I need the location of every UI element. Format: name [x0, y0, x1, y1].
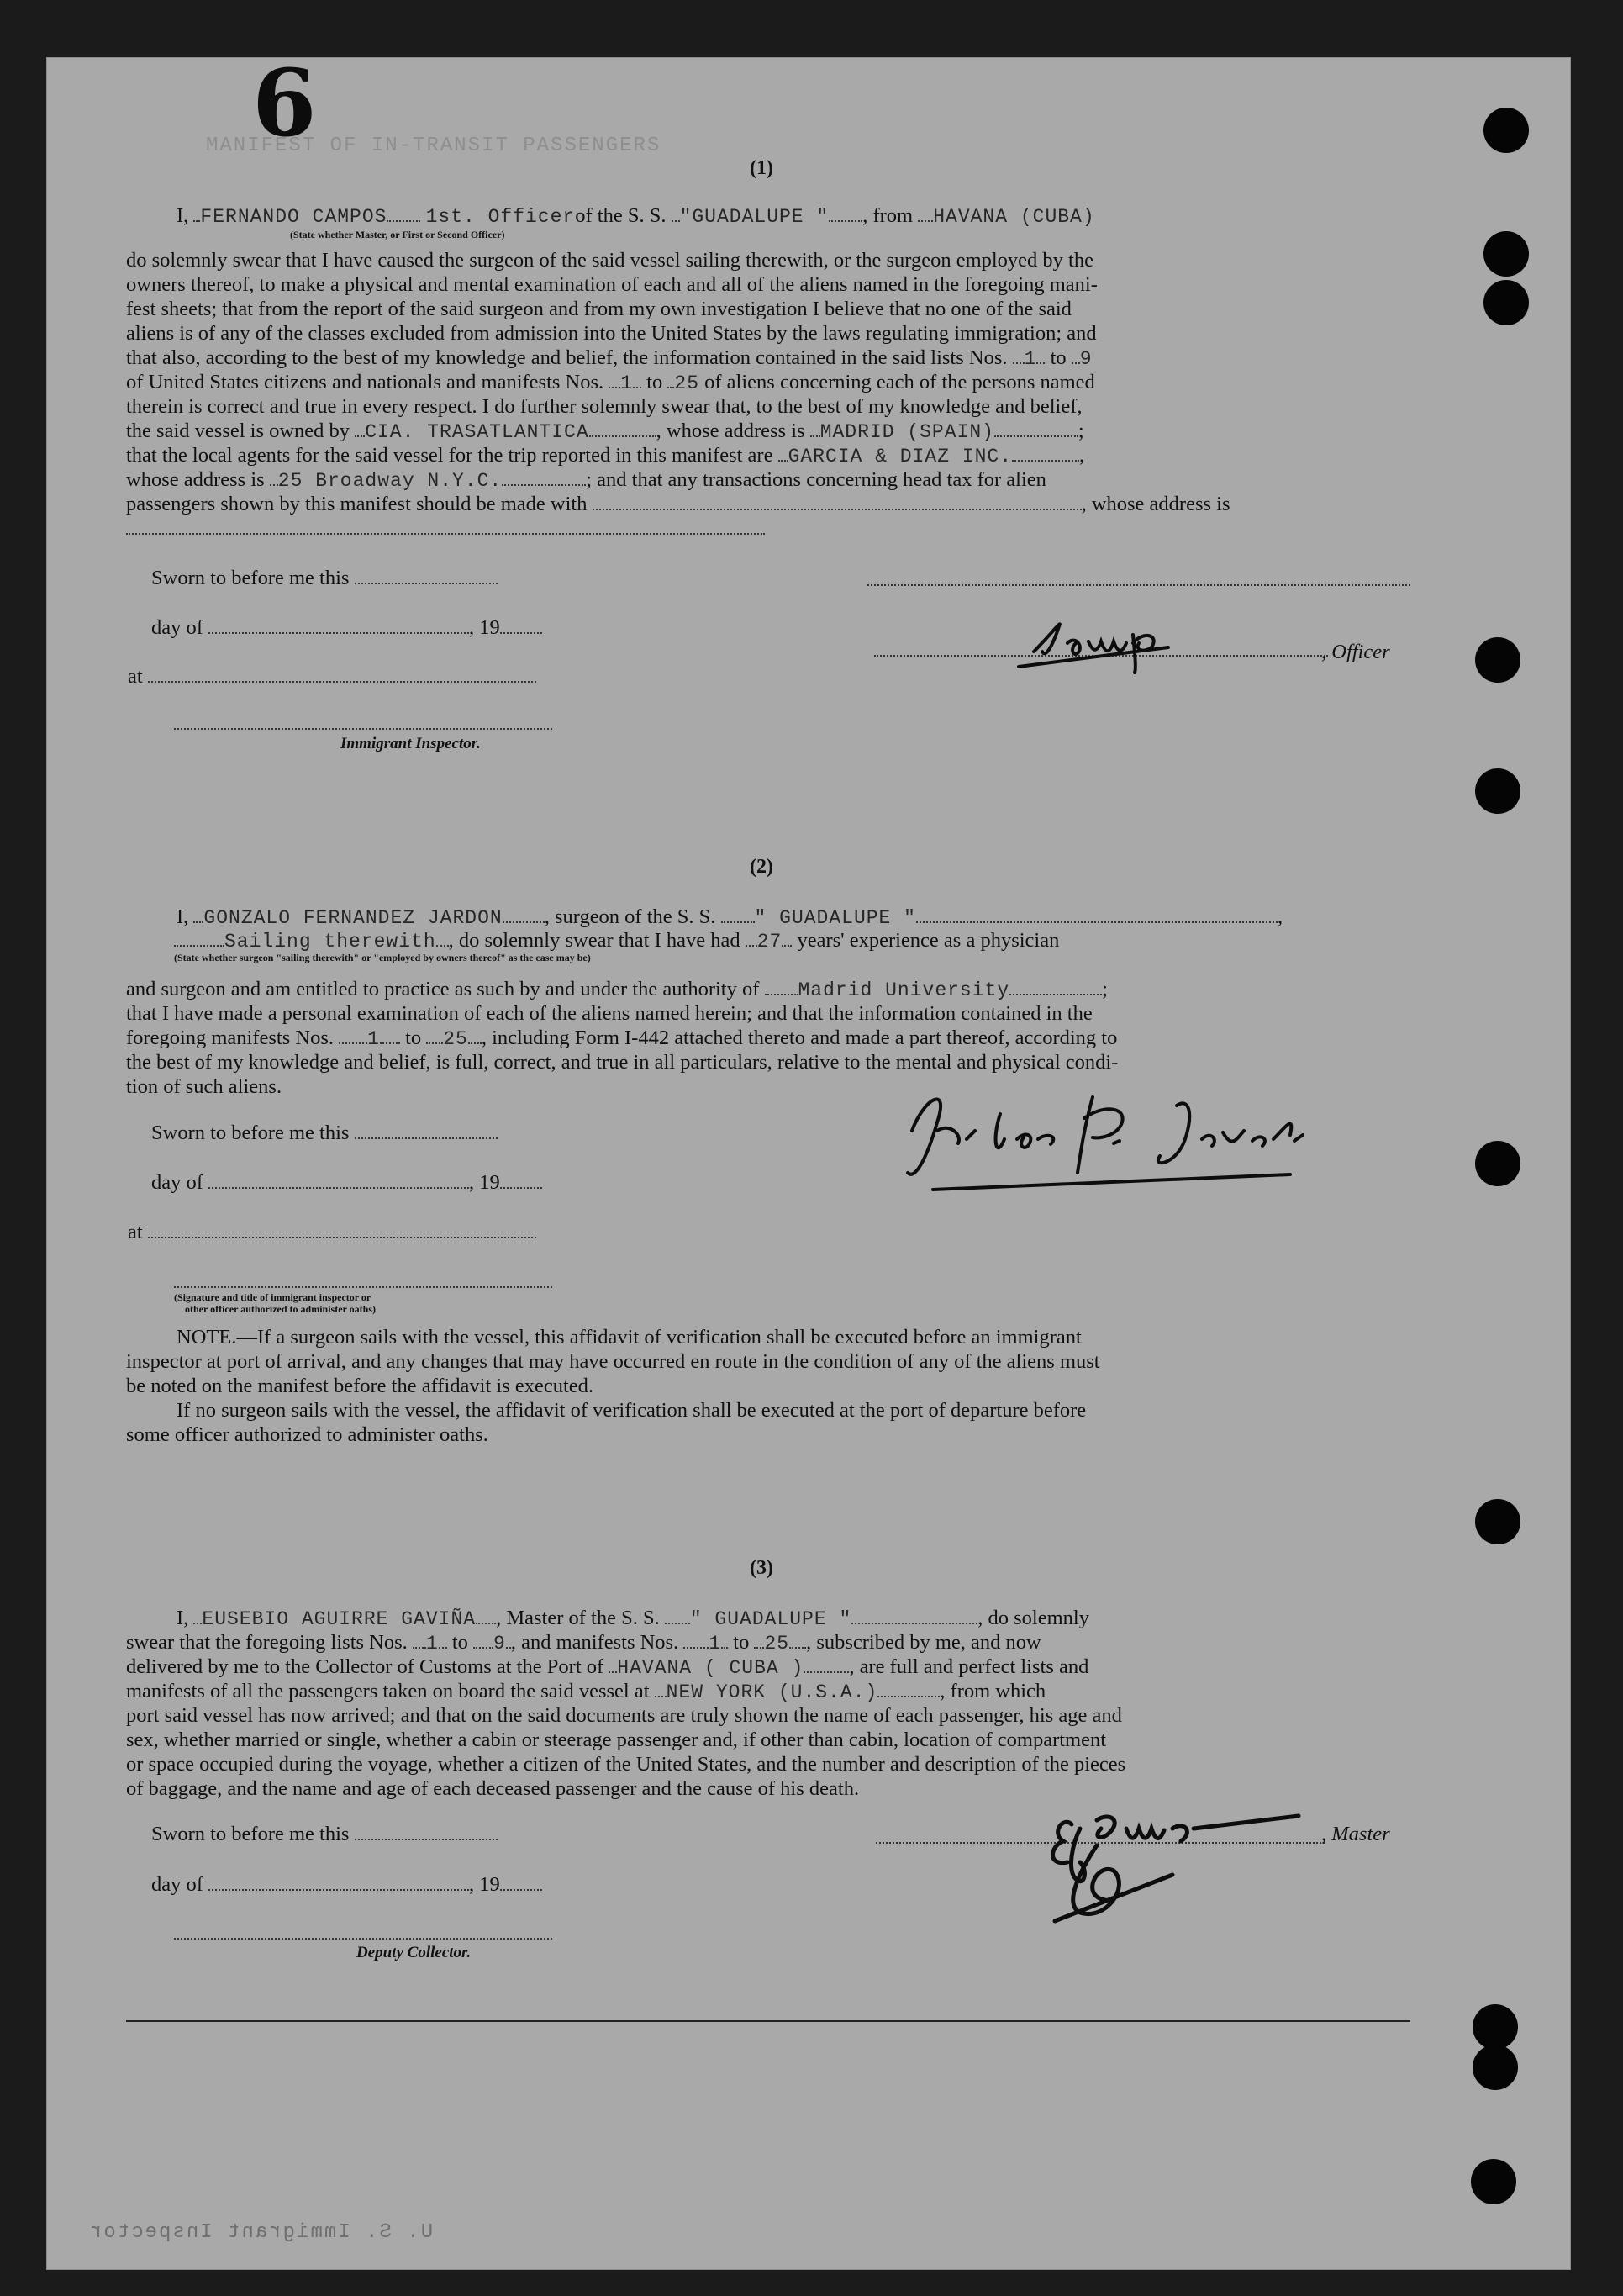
- from-port: HAVANA (CUBA): [933, 206, 1095, 228]
- manifests-to: 25: [443, 1028, 468, 1050]
- punch-hole: [1483, 280, 1529, 325]
- punch-hole: [1483, 108, 1529, 153]
- officer-rank: 1st. Officer: [425, 206, 576, 228]
- sworn-label: [151, 1823, 498, 1847]
- of-the-ss-label: of the S. S.: [575, 204, 667, 227]
- day-of-text: day of: [151, 1171, 203, 1194]
- i-label: I,: [177, 204, 189, 227]
- line-text: , from which: [940, 1680, 1046, 1702]
- section-1-line: therein is correct and true in every respect. I do further solemnly swear that, to the best of my knowledge and belief,: [126, 395, 1083, 418]
- section-3-line: [126, 1680, 1046, 1705]
- section-1-number: (1): [750, 157, 773, 179]
- at-text: at: [128, 665, 143, 688]
- owner-address: MADRID (SPAIN): [819, 421, 994, 443]
- at-label: [128, 665, 536, 689]
- sworn-label: [151, 567, 498, 591]
- punch-hole: [1475, 1141, 1520, 1186]
- year-text: , 19: [469, 1873, 500, 1896]
- officer-signature-line: [867, 584, 1410, 586]
- section-2-line: tion of such aliens.: [126, 1075, 282, 1098]
- bottom-faint-stamp: U. S. Immigrant Inspector: [88, 2221, 434, 2244]
- authority: Madrid University: [798, 979, 1010, 1001]
- port-of-delivery: HAVANA ( CUBA ): [617, 1657, 804, 1679]
- line-text: the said vessel is owned by: [126, 420, 350, 442]
- section-2-line: that I have made a personal examination of each of the aliens named herein; and that the information contained in the: [126, 1002, 1093, 1025]
- section-1-line: [126, 371, 1095, 396]
- inspector-signature-line: [174, 1286, 552, 1288]
- section-2-line: the best of my knowledge and belief, is full, correct, and true in all particulars, relative to the mental and physical condi-: [126, 1051, 1119, 1074]
- line-text: , do solemnly: [977, 1607, 1089, 1629]
- boarded-at: NEW YORK (U.S.A.): [666, 1681, 878, 1703]
- line-text: , do solemnly swear that I have had: [448, 929, 740, 952]
- sworn-text: Sworn to before me this: [151, 567, 350, 589]
- punch-hole: [1475, 637, 1520, 683]
- vessel-name: "GUADALUPE ": [679, 206, 830, 228]
- sworn-text: Sworn to before me this: [151, 1823, 350, 1845]
- to-label: to: [733, 1631, 750, 1654]
- lists-from: 1: [1024, 348, 1037, 370]
- line-text: delivered by me to the Collector of Customs at the Port of: [126, 1655, 604, 1678]
- section-1-line: fest sheets; that from the report of the said surgeon and from my own investigation I believe that no one of the said: [126, 298, 1072, 320]
- to-label: to: [646, 371, 663, 393]
- sailing-note: (State whether surgeon "sailing therewith" or "employed by owners thereof" as the case may be): [174, 952, 591, 963]
- from-label: , from: [862, 204, 914, 227]
- to-label: to: [1050, 346, 1067, 369]
- punch-hole: [1475, 768, 1520, 814]
- at-text: at: [128, 1221, 143, 1243]
- i-label: I,: [177, 1607, 189, 1629]
- section-2-line: [126, 1027, 1117, 1052]
- i-label: I,: [177, 905, 189, 928]
- manifests-to: 25: [674, 372, 700, 394]
- section-3-line: [126, 1655, 1088, 1681]
- sworn-label: [151, 1122, 498, 1146]
- signature-note: other officer authorized to administer oaths): [185, 1303, 376, 1315]
- section-3-line: or space occupied during the voyage, whether a citizen of the United States, and the number and description of the pieces: [126, 1753, 1126, 1776]
- line-text: , are full and perfect lists and: [849, 1655, 1089, 1678]
- section-3-line: port said vessel has now arrived; and that on the said documents are truly shown the name of each passenger, his age and: [126, 1704, 1122, 1727]
- manifests-from: 1: [709, 1633, 722, 1655]
- section-1-line: [126, 346, 1093, 372]
- sworn-text: Sworn to before me this: [151, 1122, 350, 1144]
- section-3-oath-line: [177, 1607, 1089, 1632]
- line-text: of United States citizens and nationals and manifests Nos.: [126, 371, 604, 393]
- section-2-number: (2): [750, 856, 773, 878]
- line-text: of aliens concerning each of the persons named: [704, 371, 1095, 393]
- line-text: manifests of all the passengers taken on board the said vessel at: [126, 1680, 650, 1702]
- section-1-line: the said vessel is owned by CIA. TRASATLANTICA , whose address is MADRID (SPAIN) ;: [126, 420, 1084, 443]
- note-paragraph: be noted on the manifest before the affidavit is executed.: [126, 1375, 594, 1397]
- section-2-line: [174, 929, 1059, 954]
- bottom-rule: [126, 2020, 1410, 2022]
- surgeon-signature: [899, 1080, 1420, 1198]
- line-text: and surgeon and am entitled to practice as such by and under the authority of: [126, 978, 760, 1000]
- vessel-owner: CIA. TRASATLANTICA: [365, 421, 589, 443]
- note-text: —If a surgeon sails with the vessel, this affidavit of verification shall be executed before an immigrant: [236, 1326, 1082, 1349]
- punch-hole: [1473, 2045, 1518, 2090]
- officer-name: FERNANDO CAMPOS: [200, 206, 387, 228]
- line-text: that also, according to the best of my knowledge and belief, the information contained in the said lists Nos.: [126, 346, 1008, 369]
- signature-note: (Signature and title of immigrant inspector or: [174, 1291, 371, 1303]
- note-paragraph: some officer authorized to administer oaths.: [126, 1423, 488, 1446]
- section-3-line: sex, whether married or single, whether a cabin or steerage passenger and, if other than cabin, location of compartment: [126, 1729, 1107, 1751]
- line-text: passengers shown by this manifest should be made with: [126, 493, 588, 515]
- section-1-line: that the local agents for the said vessel for the trip reported in this manifest are GARCIA & DIAZ INC. ,: [126, 444, 1085, 467]
- vessel-name: " GUADALUPE ": [689, 1608, 852, 1630]
- local-agents: GARCIA & DIAZ INC.: [788, 446, 1013, 467]
- officer-caption: , Officer: [1321, 641, 1390, 663]
- line-text: whose address is: [126, 468, 265, 491]
- inspector-signature-line: [174, 728, 552, 730]
- line-text: years' experience as a physician: [797, 929, 1060, 952]
- line-text: , Master of the S. S.: [496, 1607, 660, 1629]
- faint-header-text: MANIFEST OF IN-TRANSIT PASSENGERS: [206, 135, 661, 157]
- master-signature: [1046, 1795, 1324, 1929]
- day-of-text: day of: [151, 616, 203, 639]
- to-label: to: [451, 1631, 468, 1654]
- section-2-line: and surgeon and am entitled to practice as such by and under the authority of Madrid University ;: [126, 978, 1108, 1001]
- section-1-line: do solemnly swear that I have caused the surgeon of the said vessel sailing therewith, or the surgeon employed by the: [126, 249, 1093, 272]
- note-paragraph: inspector at port of arrival, and any changes that may have occurred en route in the condition of any of the aliens must: [126, 1350, 1100, 1373]
- year-text: , 19: [469, 1171, 500, 1194]
- section-3-line: of baggage, and the name and age of each deceased passenger and the cause of his death.: [126, 1777, 860, 1800]
- officer-signature: [1017, 601, 1269, 677]
- lists-to: 9: [493, 1633, 506, 1655]
- line-text: , and manifests Nos.: [510, 1631, 679, 1654]
- punch-hole: [1473, 2004, 1518, 2050]
- line-text: foregoing manifests Nos.: [126, 1027, 334, 1049]
- day-of-label: [151, 1873, 542, 1897]
- line-text: , whose address is: [656, 420, 805, 442]
- blank-line: [126, 533, 765, 535]
- note-label: NOTE.: [177, 1326, 237, 1349]
- line-text: , surgeon of the S. S.: [544, 905, 716, 928]
- line-text: ; and that any transactions concerning head tax for alien: [586, 468, 1046, 491]
- sailing-status: Sailing therewith: [224, 931, 436, 953]
- section-2-oath-line: I, GONZALO FERNANDEZ JARDON , surgeon of the S. S. " GUADALUPE " ,: [177, 905, 1283, 929]
- section-1-oath-line: [177, 204, 1095, 230]
- corner-handwritten-mark: 6: [252, 49, 317, 157]
- day-of-label: [151, 1171, 542, 1196]
- manifests-from: 1: [620, 372, 634, 394]
- section-1-line: aliens is of any of the classes excluded from admission into the United States by the laws regulating immigration; and: [126, 322, 1097, 345]
- section-3-number: (3): [750, 1557, 773, 1579]
- section-1-line: [126, 468, 1046, 494]
- note-paragraph: [177, 1326, 1082, 1350]
- line-text: swear that the foregoing lists Nos.: [126, 1631, 408, 1654]
- master-name: EUSEBIO AGUIRRE GAVIÑA: [202, 1608, 477, 1630]
- day-of-label: [151, 616, 542, 641]
- line-text: that the local agents for the said vessel for the trip reported in this manifest are: [126, 444, 773, 467]
- inspector-caption: Immigrant Inspector.: [340, 735, 481, 752]
- collector-caption: Deputy Collector.: [356, 1944, 472, 1961]
- punch-hole: [1475, 1499, 1520, 1544]
- agents-address: 25 Broadway N.Y.C.: [277, 470, 503, 492]
- surgeon-name: GONZALO FERNANDEZ JARDON: [203, 907, 503, 929]
- master-caption: , Master: [1321, 1823, 1390, 1845]
- note-paragraph: If no surgeon sails with the vessel, the affidavit of verification shall be executed at the port of departure before: [177, 1399, 1087, 1422]
- year-text: , 19: [469, 616, 500, 639]
- manifests-from: 1: [367, 1028, 380, 1050]
- section-1-line: [126, 493, 1230, 517]
- day-of-text: day of: [151, 1873, 203, 1896]
- rank-note: (State whether Master, or First or Second Officer): [290, 229, 505, 240]
- at-label: [128, 1221, 536, 1245]
- line-text: , subscribed by me, and now: [806, 1631, 1041, 1654]
- vessel-name: " GUADALUPE ": [754, 907, 916, 929]
- line-text: , including Form I-442 attached thereto and made a part thereof, according to: [481, 1027, 1118, 1049]
- lists-from: 1: [425, 1633, 439, 1655]
- collector-signature-line: [174, 1938, 552, 1940]
- years-experience: 27: [756, 931, 783, 953]
- section-3-line: [126, 1631, 1041, 1656]
- to-label: to: [405, 1027, 422, 1049]
- section-1-line: owners thereof, to make a physical and mental examination of each and all of the aliens named in the foregoing mani-: [126, 273, 1098, 296]
- punch-hole: [1471, 2159, 1516, 2204]
- punch-hole: [1483, 231, 1529, 277]
- line-text: , whose address is: [1081, 493, 1230, 515]
- manifests-to: 25: [764, 1633, 790, 1655]
- lists-to: 9: [1079, 348, 1093, 370]
